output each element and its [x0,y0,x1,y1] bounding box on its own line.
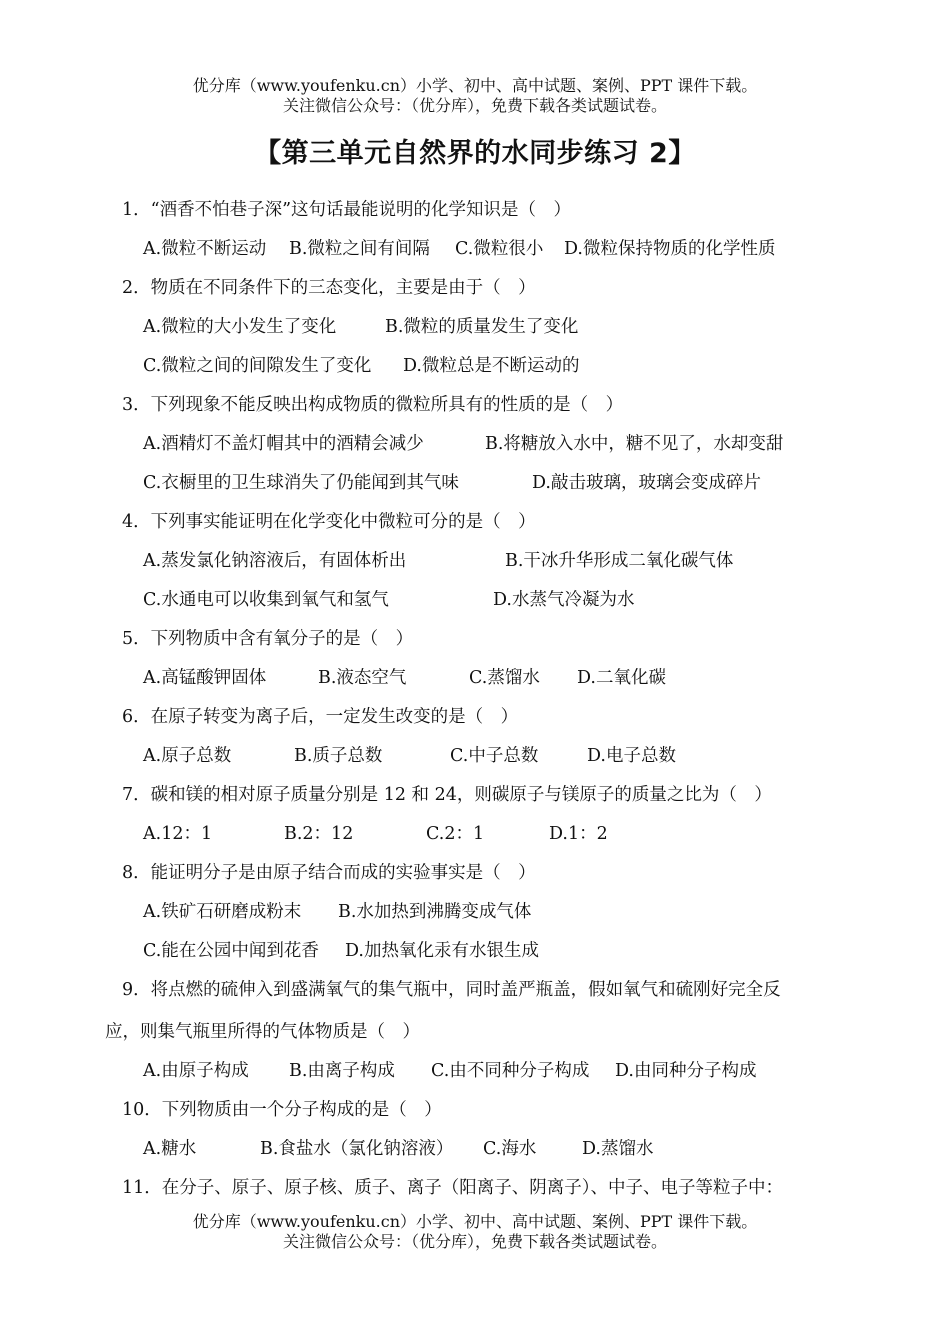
question-7: 7．碳和镁的相对原子质量分别是 12 和 24，则碳原子与镁原子的质量之比为（ ） [122,785,772,805]
header-line-1: 优分库（www.youfenku.cn）小学、初中、高中试题、案例、PPT 课件下载。 [192,76,758,95]
footer-line-1: 优分库（www.youfenku.cn）小学、初中、高中试题、案例、PPT 课件下载。 [192,1212,758,1231]
option-d: D.敲击玻璃，玻璃会变成碎片 [532,473,761,493]
option-d: D.二氧化碳 [577,668,666,688]
option-a: A.铁矿石研磨成粉末 [143,902,302,922]
option-a: A.12：1 [143,824,213,844]
option-d: D.微粒总是不断运动的 [403,356,580,376]
option-d: D.电子总数 [587,746,676,766]
option-c: C.海水 [483,1139,537,1159]
question-3: 3．下列现象不能反映出构成物质的微粒所具有的性质的是（ ） [122,395,624,415]
option-d: D.水蒸气冷凝为水 [493,590,635,610]
question-2: 2．物质在不同条件下的三态变化，主要是由于（ ） [122,278,536,298]
option-c: C.2：1 [426,824,485,844]
option-d: D.由同种分子构成 [615,1061,757,1081]
option-d: D.1：2 [549,824,608,844]
option-b: B.微粒的质量发生了变化 [385,317,579,337]
page-header [0,76,950,116]
option-b: B.将糖放入水中，糖不见了，水却变甜 [485,434,784,454]
option-c: C.中子总数 [450,746,539,766]
option-b: B.质子总数 [294,746,383,766]
option-a: A.高锰酸钾固体 [143,668,267,688]
question-4: 4．下列事实能证明在化学变化中微粒可分的是（ ） [122,512,536,532]
option-a: A.酒精灯不盖灯帽其中的酒精会减少 [143,434,424,454]
option-b: B.水加热到沸腾变成气体 [338,902,532,922]
header-line-2: 关注微信公众号：（优分库），免费下载各类试题试卷。 [282,96,667,115]
option-b: B.由离子构成 [289,1061,395,1081]
footer-line-2: 关注微信公众号：（优分库），免费下载各类试题试卷。 [282,1232,667,1251]
option-d: D.蒸馏水 [582,1139,654,1159]
option-c: C.微粒很小 [455,239,544,259]
option-c: C.能在公园中闻到花香 [143,941,319,961]
option-d: D.加热氧化汞有水银生成 [345,941,539,961]
option-b: B.食盐水（氯化钠溶液） [260,1139,454,1159]
question-9: 9．将点燃的硫伸入到盛满氧气的集气瓶中，同时盖严瓶盖，假如氧气和硫刚好完全反 [122,980,781,1000]
option-c: C.衣橱里的卫生球消失了仍能闻到其气味 [143,473,459,493]
question-8: 8．能证明分子是由原子结合而成的实验事实是（ ） [122,863,536,883]
option-a: A.微粒的大小发生了变化 [143,317,337,337]
question-11: 11．在分子、原子、原子核、质子、离子（阳离子、阴离子）、中子、电子等粒子中： [122,1178,784,1198]
option-c: C.蒸馏水 [469,668,540,688]
option-a: A.原子总数 [143,746,232,766]
option-b: B.2：12 [284,824,354,844]
option-c: C.微粒之间的间隙发生了变化 [143,356,372,376]
page-title: 【第三单元自然界的水同步练习 2】 [254,138,696,169]
option-b: B.液态空气 [318,668,407,688]
question-1: 1．“酒香不怕巷子深”这句话最能说明的化学知识是（ ） [122,200,572,220]
question-10: 10．下列物质由一个分子构成的是（ ） [122,1100,442,1120]
option-d: D.微粒保持物质的化学性质 [564,239,776,259]
option-b: B.微粒之间有间隔 [289,239,430,259]
question-9-continued: 应，则集气瓶里所得的气体物质是（ ） [105,1022,420,1042]
option-c: C.由不同种分子构成 [431,1061,590,1081]
option-a: A.糖水 [143,1139,197,1159]
option-b: B.干冰升华形成二氧化碳气体 [505,551,734,571]
option-a: A.蒸发氯化钠溶液后，有固体析出 [143,551,407,571]
page-footer [0,1212,950,1252]
question-6: 6．在原子转变为离子后，一定发生改变的是（ ） [122,707,519,727]
question-5: 5．下列物质中含有氧分子的是（ ） [122,629,414,649]
option-a: A.由原子构成 [143,1061,249,1081]
option-a: A.微粒不断运动 [143,239,267,259]
option-c: C.水通电可以收集到氧气和氢气 [143,590,389,610]
